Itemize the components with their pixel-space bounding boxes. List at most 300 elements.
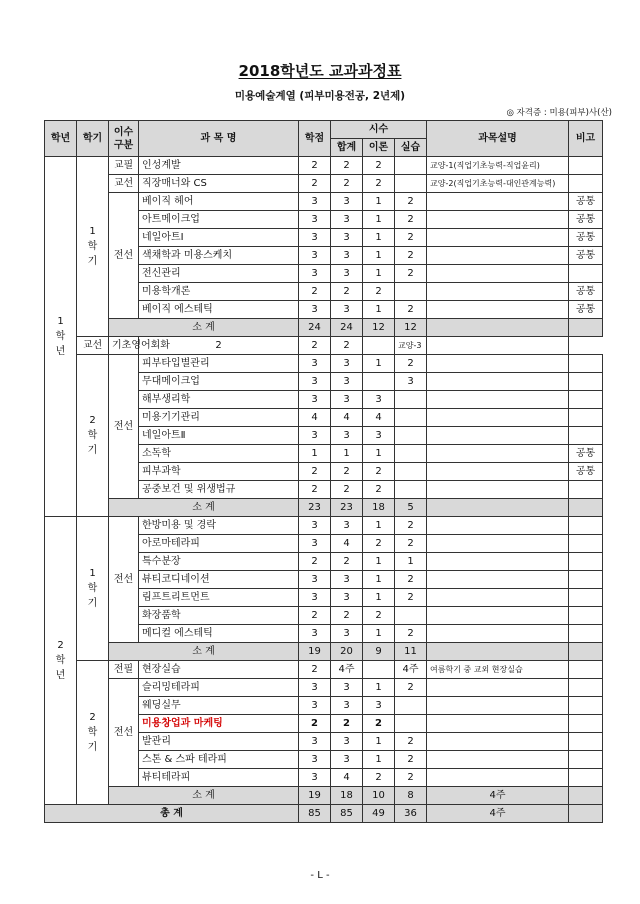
note-value bbox=[569, 751, 603, 769]
credits-value: 3 bbox=[299, 193, 331, 211]
note-value bbox=[569, 265, 603, 283]
course-name: 피부과학 bbox=[139, 463, 299, 481]
practice-hours: 2 bbox=[395, 517, 427, 535]
course-name: 화장품학 bbox=[139, 607, 299, 625]
subtotal-credits: 19 bbox=[299, 787, 331, 805]
total-hours: 3 bbox=[331, 229, 363, 247]
course-name: 특수분장 bbox=[139, 553, 299, 571]
type-cell: 교선 bbox=[109, 175, 139, 193]
subtotal-desc bbox=[427, 319, 569, 337]
practice-hours: 2 bbox=[395, 589, 427, 607]
course-description bbox=[427, 283, 569, 301]
practice-hours: 2 bbox=[395, 769, 427, 787]
theory-hours: 1 bbox=[363, 229, 395, 247]
course-name: 스톤 & 스파 테라피 bbox=[139, 751, 299, 769]
total-hours: 4 bbox=[331, 769, 363, 787]
subtotal-credits: 24 bbox=[299, 319, 331, 337]
course-name: 네일아트Ⅰ bbox=[139, 229, 299, 247]
course-description bbox=[427, 751, 569, 769]
course-description bbox=[427, 193, 569, 211]
subtotal-desc bbox=[427, 499, 569, 517]
note-value bbox=[569, 535, 603, 553]
grand-total-practice: 36 bbox=[395, 805, 427, 823]
credits-value: 3 bbox=[299, 355, 331, 373]
table-row bbox=[45, 517, 603, 535]
credits-value: 2 bbox=[139, 337, 299, 355]
grand-total-desc: 4주 bbox=[427, 805, 569, 823]
grand-total-note bbox=[569, 805, 603, 823]
note-value: 공통 bbox=[569, 247, 603, 265]
header-desc: 과목설명 bbox=[427, 121, 569, 157]
total-hours: 2 bbox=[299, 337, 331, 355]
note-value bbox=[569, 625, 603, 643]
total-hours: 3 bbox=[331, 625, 363, 643]
credits-value: 2 bbox=[299, 463, 331, 481]
theory-hours: 2 bbox=[363, 283, 395, 301]
subtotal-desc: 4주 bbox=[427, 787, 569, 805]
subtotal-desc bbox=[427, 643, 569, 661]
total-hours: 3 bbox=[331, 355, 363, 373]
header-practice: 실습 bbox=[395, 139, 427, 157]
practice-hours: 2 bbox=[395, 535, 427, 553]
practice-hours: 2 bbox=[395, 751, 427, 769]
theory-hours: 1 bbox=[363, 679, 395, 697]
course-name: 피부타입별관리 bbox=[139, 355, 299, 373]
course-description bbox=[427, 625, 569, 643]
note-value: 공통 bbox=[569, 193, 603, 211]
practice-hours: 2 bbox=[395, 625, 427, 643]
course-description bbox=[427, 517, 569, 535]
total-hours: 3 bbox=[331, 373, 363, 391]
course-name: 뷰티코디네이션 bbox=[139, 571, 299, 589]
note-value bbox=[569, 697, 603, 715]
subtotal-practice: 5 bbox=[395, 499, 427, 517]
theory-hours: 1 bbox=[363, 355, 395, 373]
theory-hours: 3 bbox=[363, 391, 395, 409]
note-value: 공통 bbox=[569, 229, 603, 247]
note-value bbox=[569, 391, 603, 409]
credits-value: 3 bbox=[299, 265, 331, 283]
practice-hours bbox=[395, 391, 427, 409]
course-description: 교양-1(직업기초능력-직업윤리) bbox=[427, 157, 569, 175]
total-hours: 3 bbox=[331, 247, 363, 265]
course-description bbox=[427, 679, 569, 697]
course-name: 뷰티테라피 bbox=[139, 769, 299, 787]
total-hours: 2 bbox=[331, 715, 363, 733]
course-name: 네일아트Ⅱ bbox=[139, 427, 299, 445]
note-value: 공통 bbox=[569, 301, 603, 319]
table-row bbox=[45, 355, 603, 373]
subtotal-label: 소 계 bbox=[109, 499, 299, 517]
practice-hours: 3 bbox=[395, 373, 427, 391]
table-row bbox=[45, 679, 603, 697]
total-hours: 2 bbox=[331, 463, 363, 481]
subtotal-row bbox=[45, 319, 603, 337]
course-name: 미용창업과 마케팅 bbox=[139, 715, 299, 733]
note-value bbox=[569, 175, 603, 193]
course-description: 교양-2(직업기초능력-대인관계능력) bbox=[427, 175, 569, 193]
header-total: 합계 bbox=[331, 139, 363, 157]
subtotal-label: 소 계 bbox=[109, 319, 299, 337]
theory-hours: 1 bbox=[363, 625, 395, 643]
type-cell: 전선 bbox=[109, 679, 139, 787]
practice-hours: 4주 bbox=[395, 661, 427, 679]
course-description bbox=[427, 247, 569, 265]
curriculum-body bbox=[45, 157, 603, 823]
header-semester: 학기 bbox=[77, 121, 109, 157]
theory-hours: 1 bbox=[363, 247, 395, 265]
course-name: 미용학개론 bbox=[139, 283, 299, 301]
practice-hours: 2 bbox=[395, 679, 427, 697]
header-note: 비고 bbox=[569, 121, 603, 157]
theory-hours: 1 bbox=[363, 445, 395, 463]
subtotal-label: 소 계 bbox=[109, 787, 299, 805]
subtotal-note bbox=[569, 787, 603, 805]
page-subtitle: 미용예술계열 (피부미용전공, 2년제) bbox=[234, 90, 406, 102]
theory-hours: 2 bbox=[363, 175, 395, 193]
note-value bbox=[569, 661, 603, 679]
course-description bbox=[427, 229, 569, 247]
credits-value: 3 bbox=[299, 625, 331, 643]
theory-hours: 1 bbox=[363, 517, 395, 535]
note-value bbox=[569, 427, 603, 445]
note-value: 공통 bbox=[569, 283, 603, 301]
course-name: 직장매너와 CS bbox=[139, 175, 299, 193]
type-cell: 전선 bbox=[109, 355, 139, 499]
theory-hours: 2 bbox=[363, 715, 395, 733]
course-description bbox=[427, 427, 569, 445]
table-row bbox=[45, 175, 603, 193]
subtotal-credits: 23 bbox=[299, 499, 331, 517]
credits-value: 3 bbox=[299, 679, 331, 697]
type-cell: 전선 bbox=[109, 517, 139, 643]
course-description bbox=[427, 463, 569, 481]
course-description: 여름학기 중 교외 현장실습 bbox=[427, 661, 569, 679]
practice-hours: 2 bbox=[395, 265, 427, 283]
course-name: 슬리밍테라피 bbox=[139, 679, 299, 697]
note-value bbox=[569, 715, 603, 733]
subtotal-total: 20 bbox=[331, 643, 363, 661]
subtotal-practice: 8 bbox=[395, 787, 427, 805]
credits-value: 3 bbox=[299, 301, 331, 319]
course-name: 메디컬 에스테틱 bbox=[139, 625, 299, 643]
total-hours: 3 bbox=[331, 733, 363, 751]
total-hours: 3 bbox=[331, 571, 363, 589]
course-name: 해부생리학 bbox=[139, 391, 299, 409]
theory-hours: 2 bbox=[363, 157, 395, 175]
practice-hours: 2 bbox=[395, 247, 427, 265]
credits-value: 3 bbox=[299, 211, 331, 229]
header-theory: 이론 bbox=[363, 139, 395, 157]
subtotal-row bbox=[45, 787, 603, 805]
total-hours: 2 bbox=[331, 481, 363, 499]
course-description bbox=[427, 391, 569, 409]
practice-hours bbox=[395, 175, 427, 193]
theory-hours: 1 bbox=[363, 301, 395, 319]
course-description bbox=[427, 445, 569, 463]
note-value bbox=[569, 571, 603, 589]
course-description bbox=[427, 715, 569, 733]
note-value bbox=[569, 607, 603, 625]
practice-hours bbox=[395, 607, 427, 625]
header-hours: 시수 bbox=[331, 121, 427, 139]
theory-hours: 2 bbox=[363, 769, 395, 787]
theory-hours: 1 bbox=[363, 751, 395, 769]
total-hours: 3 bbox=[331, 751, 363, 769]
subtotal-practice: 11 bbox=[395, 643, 427, 661]
practice-hours bbox=[395, 409, 427, 427]
credits-value: 3 bbox=[299, 751, 331, 769]
total-hours: 2 bbox=[331, 175, 363, 193]
theory-hours: 2 bbox=[363, 463, 395, 481]
total-hours: 2 bbox=[331, 607, 363, 625]
course-description bbox=[427, 481, 569, 499]
course-description bbox=[427, 769, 569, 787]
course-name: 공중보건 및 위생법규 bbox=[139, 481, 299, 499]
course-description bbox=[427, 571, 569, 589]
grand-total-credits: 85 bbox=[299, 805, 331, 823]
course-name: 전신관리 bbox=[139, 265, 299, 283]
credits-value: 4 bbox=[299, 409, 331, 427]
theory-hours: 1 bbox=[363, 211, 395, 229]
grand-total-row bbox=[45, 805, 603, 823]
practice-hours bbox=[395, 697, 427, 715]
credits-value: 2 bbox=[299, 481, 331, 499]
total-hours: 2 bbox=[331, 283, 363, 301]
grand-total-theory: 49 bbox=[363, 805, 395, 823]
practice-hours bbox=[363, 337, 395, 355]
practice-hours bbox=[395, 463, 427, 481]
total-hours: 3 bbox=[331, 265, 363, 283]
theory-hours: 2 bbox=[363, 535, 395, 553]
course-name: 웨딩실무 bbox=[139, 697, 299, 715]
total-hours: 3 bbox=[331, 679, 363, 697]
note-value bbox=[569, 589, 603, 607]
theory-hours: 1 bbox=[363, 265, 395, 283]
course-name: 발관리 bbox=[139, 733, 299, 751]
subtotal-practice: 12 bbox=[395, 319, 427, 337]
total-hours: 1 bbox=[331, 445, 363, 463]
total-hours: 4 bbox=[331, 535, 363, 553]
course-description bbox=[427, 409, 569, 427]
practice-hours bbox=[395, 427, 427, 445]
course-name: 베이직 헤어 bbox=[139, 193, 299, 211]
note-value bbox=[427, 337, 569, 355]
course-name: 현장실습 bbox=[139, 661, 299, 679]
note-value bbox=[569, 481, 603, 499]
practice-hours: 2 bbox=[395, 355, 427, 373]
subtotal-note bbox=[569, 499, 603, 517]
practice-hours bbox=[395, 715, 427, 733]
note-value bbox=[569, 355, 603, 373]
credits-value: 2 bbox=[299, 607, 331, 625]
subtotal-total: 18 bbox=[331, 787, 363, 805]
total-hours: 3 bbox=[331, 589, 363, 607]
credits-value: 3 bbox=[299, 571, 331, 589]
table-row bbox=[45, 157, 603, 175]
subtotal-theory: 10 bbox=[363, 787, 395, 805]
theory-hours: 1 bbox=[363, 571, 395, 589]
subtotal-theory: 12 bbox=[363, 319, 395, 337]
theory-hours: 3 bbox=[363, 427, 395, 445]
credits-value: 3 bbox=[299, 769, 331, 787]
note-value bbox=[569, 769, 603, 787]
header-row-1 bbox=[45, 121, 603, 139]
note-value bbox=[569, 409, 603, 427]
subtotal-total: 24 bbox=[331, 319, 363, 337]
course-name: 소독학 bbox=[139, 445, 299, 463]
table-row bbox=[45, 337, 603, 355]
theory-hours: 2 bbox=[363, 481, 395, 499]
total-hours: 4 bbox=[331, 409, 363, 427]
subtotal-total: 23 bbox=[331, 499, 363, 517]
header-year: 학년 bbox=[45, 121, 77, 157]
course-name: 림프트리트먼트 bbox=[139, 589, 299, 607]
total-hours: 3 bbox=[331, 301, 363, 319]
subtotal-row bbox=[45, 499, 603, 517]
course-description bbox=[427, 733, 569, 751]
course-description: 교양-3 bbox=[395, 337, 427, 355]
course-description bbox=[427, 697, 569, 715]
theory-hours: 1 bbox=[363, 589, 395, 607]
practice-hours: 2 bbox=[395, 571, 427, 589]
note-value: 공통 bbox=[569, 463, 603, 481]
total-hours: 2 bbox=[331, 157, 363, 175]
credits-value: 3 bbox=[299, 229, 331, 247]
curriculum-table bbox=[44, 120, 603, 823]
subtotal-note bbox=[569, 319, 603, 337]
total-hours: 4주 bbox=[331, 661, 363, 679]
practice-hours: 2 bbox=[395, 229, 427, 247]
credits-value: 3 bbox=[299, 391, 331, 409]
type-cell: 전필 bbox=[109, 661, 139, 679]
header-type: 이수 구분 bbox=[109, 121, 139, 157]
type-cell: 교선 bbox=[77, 337, 109, 355]
practice-hours: 2 bbox=[395, 193, 427, 211]
practice-hours bbox=[395, 445, 427, 463]
type-cell: 교필 bbox=[109, 157, 139, 175]
note-value bbox=[569, 733, 603, 751]
table-row bbox=[45, 661, 603, 679]
course-name: 아트메이크업 bbox=[139, 211, 299, 229]
qualification-note: ◎ 자격증 : 미용(피부)사(산) bbox=[506, 108, 612, 118]
course-name: 인성계발 bbox=[139, 157, 299, 175]
header-credits: 학점 bbox=[299, 121, 331, 157]
credits-value: 2 bbox=[299, 715, 331, 733]
credits-value: 2 bbox=[299, 283, 331, 301]
semester-cell: 1 학 기 bbox=[77, 517, 109, 661]
credits-value: 2 bbox=[299, 553, 331, 571]
credits-value: 3 bbox=[299, 427, 331, 445]
course-name: 무대메이크업 bbox=[139, 373, 299, 391]
credits-value: 2 bbox=[299, 175, 331, 193]
course-description bbox=[427, 355, 569, 373]
credits-value: 3 bbox=[299, 373, 331, 391]
theory-hours: 2 bbox=[331, 337, 363, 355]
subtotal-label: 소 계 bbox=[109, 643, 299, 661]
note-value bbox=[569, 157, 603, 175]
course-name: 기초영어회화 bbox=[109, 337, 139, 355]
subtotal-theory: 9 bbox=[363, 643, 395, 661]
semester-cell: 2 학 기 bbox=[77, 661, 109, 805]
credits-value: 3 bbox=[299, 247, 331, 265]
theory-hours bbox=[363, 373, 395, 391]
note-value: 공통 bbox=[569, 211, 603, 229]
subtotal-theory: 18 bbox=[363, 499, 395, 517]
course-name: 베이직 에스테틱 bbox=[139, 301, 299, 319]
theory-hours: 3 bbox=[363, 697, 395, 715]
theory-hours: 1 bbox=[363, 193, 395, 211]
course-name: 색채학과 미용스케치 bbox=[139, 247, 299, 265]
total-hours: 3 bbox=[331, 427, 363, 445]
total-hours: 3 bbox=[331, 517, 363, 535]
credits-value: 2 bbox=[299, 157, 331, 175]
grand-total-total: 85 bbox=[331, 805, 363, 823]
course-description bbox=[427, 589, 569, 607]
course-name: 미용기기관리 bbox=[139, 409, 299, 427]
semester-cell: 2 학 기 bbox=[77, 355, 109, 517]
course-description bbox=[427, 373, 569, 391]
course-description bbox=[427, 265, 569, 283]
course-description bbox=[427, 211, 569, 229]
theory-hours bbox=[363, 661, 395, 679]
course-name: 한방미용 및 경락 bbox=[139, 517, 299, 535]
note-value: 공통 bbox=[569, 445, 603, 463]
total-hours: 3 bbox=[331, 697, 363, 715]
course-description bbox=[427, 553, 569, 571]
total-hours: 3 bbox=[331, 193, 363, 211]
theory-hours: 4 bbox=[363, 409, 395, 427]
credits-value: 3 bbox=[299, 733, 331, 751]
note-value bbox=[569, 553, 603, 571]
note-value bbox=[569, 517, 603, 535]
credits-value: 3 bbox=[299, 517, 331, 535]
page-number: - L - bbox=[310, 870, 330, 881]
type-cell: 전선 bbox=[109, 193, 139, 319]
year-cell: 1 학 년 bbox=[45, 157, 77, 517]
course-description bbox=[427, 535, 569, 553]
theory-hours: 2 bbox=[363, 607, 395, 625]
credits-value: 3 bbox=[299, 589, 331, 607]
note-value bbox=[569, 373, 603, 391]
practice-hours: 2 bbox=[395, 733, 427, 751]
page-title: 2018학년도 교과과정표 bbox=[238, 62, 402, 80]
theory-hours: 1 bbox=[363, 553, 395, 571]
course-description bbox=[427, 301, 569, 319]
header-course: 과 목 명 bbox=[139, 121, 299, 157]
table-row bbox=[45, 193, 603, 211]
theory-hours: 1 bbox=[363, 733, 395, 751]
practice-hours bbox=[395, 283, 427, 301]
total-hours: 3 bbox=[331, 391, 363, 409]
note-value bbox=[569, 679, 603, 697]
course-name: 아로마테라피 bbox=[139, 535, 299, 553]
credits-value: 1 bbox=[299, 445, 331, 463]
credits-value: 2 bbox=[299, 661, 331, 679]
subtotal-credits: 19 bbox=[299, 643, 331, 661]
practice-hours: 2 bbox=[395, 211, 427, 229]
credits-value: 3 bbox=[299, 697, 331, 715]
semester-cell: 1 학 기 bbox=[77, 157, 109, 337]
grand-total-label: 총 계 bbox=[45, 805, 299, 823]
year-cell: 2 학 년 bbox=[45, 517, 77, 805]
practice-hours: 1 bbox=[395, 553, 427, 571]
total-hours: 3 bbox=[331, 211, 363, 229]
course-description bbox=[427, 607, 569, 625]
practice-hours: 2 bbox=[395, 301, 427, 319]
practice-hours bbox=[395, 157, 427, 175]
subtotal-row bbox=[45, 643, 603, 661]
